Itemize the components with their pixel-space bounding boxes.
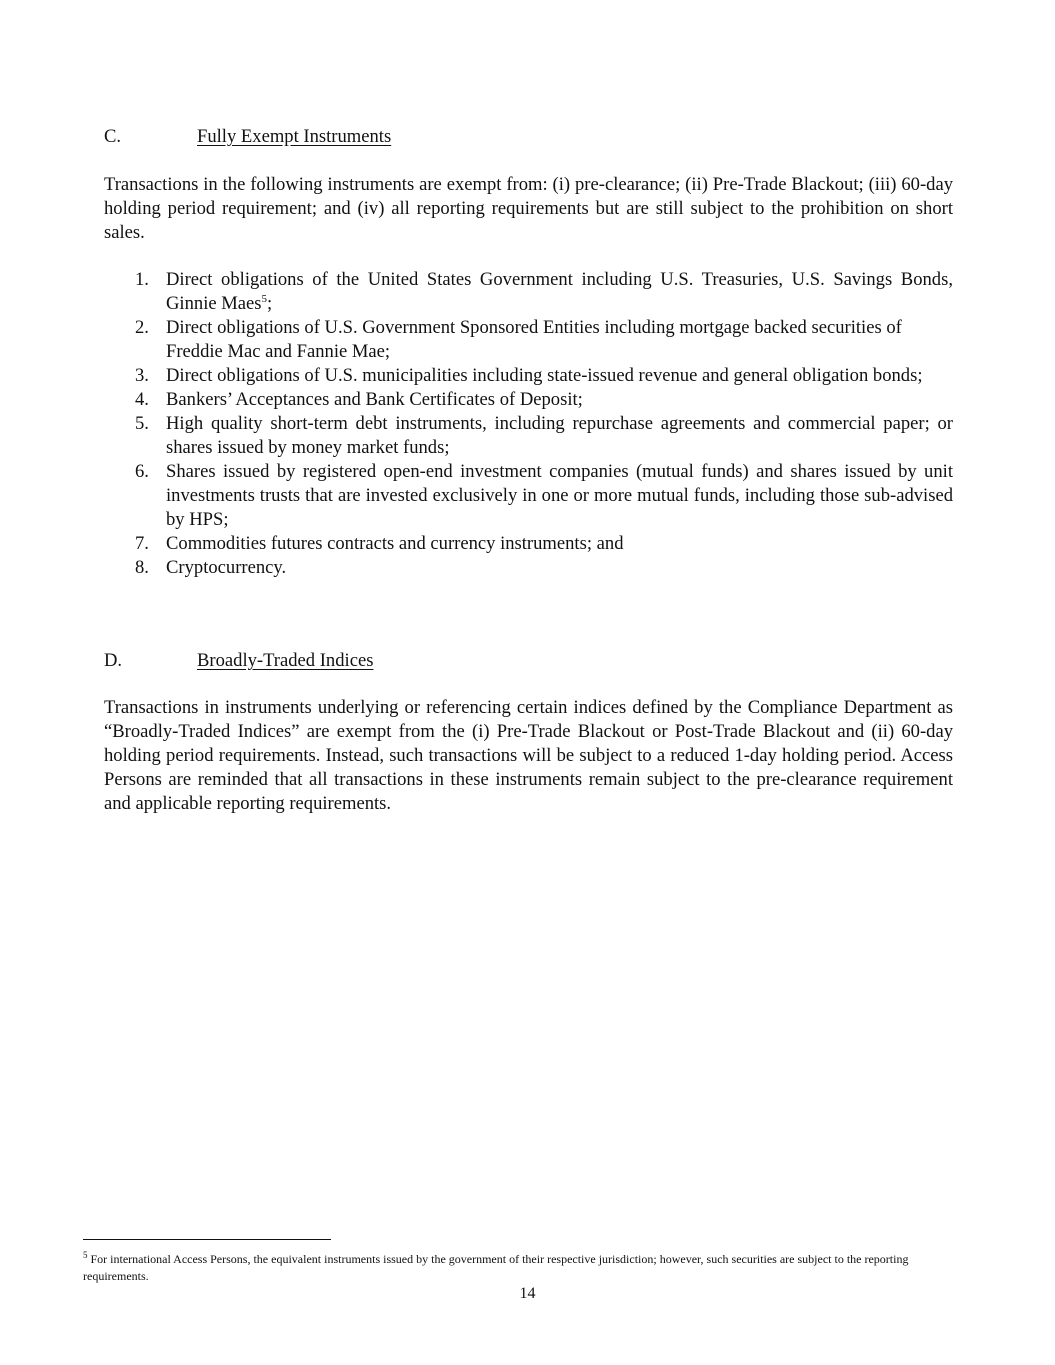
page-number: 14 — [519, 1285, 536, 1302]
list-item — [104, 532, 953, 556]
footnote-reference[interactable]: 5 — [261, 292, 268, 305]
list-item — [104, 412, 953, 460]
footnote-marker: 5 — [83, 1250, 88, 1260]
list-item-number: 8. — [135, 557, 149, 578]
exempt-instruments-list — [104, 268, 953, 580]
list-item-number: 4. — [135, 389, 149, 410]
section-d-title: Broadly-Traded Indices — [197, 650, 374, 671]
list-item-text: Direct obligations of the United States Government including U.S. Treasuries, U.S. Savings Bonds, Ginnie Maes — [166, 269, 953, 314]
list-item-number: 6. — [135, 461, 149, 482]
list-item-text: Direct obligations of U.S. municipalities including state-issued revenue and general obligation bonds; — [166, 365, 923, 386]
list-item — [104, 268, 953, 316]
list-item-punctuation: ; — [267, 293, 273, 314]
list-item-number: 1. — [135, 269, 149, 290]
list-item-text: Cryptocurrency. — [166, 557, 287, 578]
list-item — [104, 556, 953, 580]
list-item-number: 7. — [135, 533, 149, 554]
list-item-number: 2. — [135, 317, 149, 338]
list-item-number: 3. — [135, 365, 149, 386]
list-item-text: Bankers’ Acceptances and Bank Certificates of Deposit; — [166, 389, 583, 410]
section-c-letter: C. — [104, 126, 122, 147]
section-d-body: Transactions in instruments underlying or referencing certain indices defined by the Compliance Department as “Broadly-Traded Indices” are exempt from the (i) Pre-Trade Blackout or Post-Trade Blackout and (ii) 60-day holding period requirements. Instead, such transactions will be subject to a reduced 1-day holding period. Access Persons are reminded that all transactions in these instruments remain subject to the pre-clearance requirement and applicable reporting requirements. — [104, 697, 953, 814]
section-c-title: Fully Exempt Instruments — [197, 126, 392, 147]
list-item-text: Direct obligations of U.S. Government Sponsored Entities including mortgage backed securities of Freddie Mac and Fannie Mae; — [166, 317, 902, 362]
list-item — [104, 388, 953, 412]
list-item-text: Shares issued by registered open-end investment companies (mutual funds) and shares issued by unit investments trusts that are invested exclusively in one or more mutual funds, including those sub-advised by HPS; — [166, 461, 953, 530]
list-item — [104, 364, 953, 388]
list-item-number: 5. — [135, 413, 149, 434]
list-item-text: Commodities futures contracts and currency instruments; and — [166, 533, 624, 554]
list-item-text: High quality short-term debt instruments, including repurchase agreements and commercial paper; or shares issued by money market funds; — [166, 413, 953, 458]
footnote-text: For international Access Persons, the equivalent instruments issued by the government of their respective jurisdiction; however, such securities are subject to the reporting requirements. — [83, 1252, 909, 1283]
section-d-heading — [104, 649, 373, 673]
section-c-intro: Transactions in the following instruments are exempt from: (i) pre-clearance; (ii) Pre-Trade Blackout; (iii) 60-day holding period requirement; and (iv) all reporting requirements but are still subject to the prohibition on short sales. — [104, 174, 953, 243]
footnote — [83, 1251, 963, 1285]
section-c-heading — [104, 125, 391, 149]
footnote-separator — [83, 1239, 331, 1240]
list-item — [104, 460, 953, 532]
section-d-letter: D. — [104, 650, 123, 671]
list-item — [104, 316, 953, 364]
